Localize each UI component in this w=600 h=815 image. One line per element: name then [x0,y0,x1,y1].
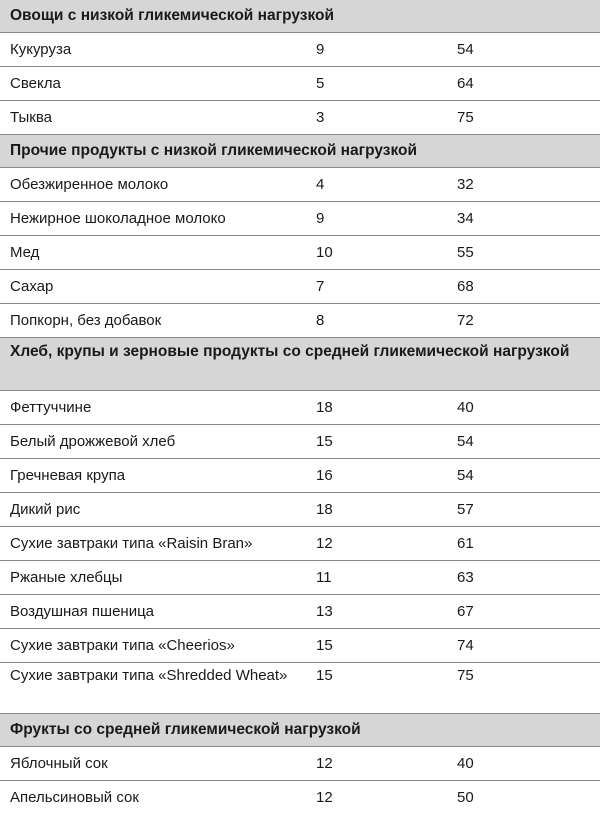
food-name-cell: Тыква [10,109,52,126]
glycemic-index-cell: 54 [457,433,474,450]
glycemic-index-cell: 63 [457,569,474,586]
glycemic-index-cell: 50 [457,789,474,806]
glycemic-load-cell: 9 [316,210,325,227]
table-row [0,629,600,663]
table-row [0,459,600,493]
glycemic-index-cell: 68 [457,278,474,295]
glycemic-index-cell: 61 [457,535,474,552]
glycemic-index-cell: 54 [457,41,474,58]
table-row [0,595,600,629]
food-name-cell: Белый дрожжевой хлеб [10,433,176,450]
glycemic-load-cell: 15 [316,433,333,450]
glycemic-index-cell: 57 [457,501,474,518]
food-name-cell: Ржаные хлебцы [10,569,123,586]
food-name-cell: Мед [10,244,40,261]
table-row [0,493,600,527]
glycemic-load-cell: 4 [316,176,325,193]
food-name-cell: Воздушная пшеница [10,603,155,620]
glycemic-load-cell: 5 [316,75,325,92]
glycemic-load-cell: 16 [316,467,333,484]
food-name-cell: Кукуруза [10,41,72,58]
table-row [0,67,600,101]
food-name-cell: Сахар [10,278,54,295]
section-header-grains-medium-gl: Хлеб, крупы и зерновые продукты со средней гликемической нагрузкой [0,338,600,391]
glycemic-load-cell: 18 [316,399,333,416]
food-name-cell: Дикий рис [10,501,81,518]
table-row [0,33,600,67]
glycemic-index-cell: 32 [457,176,474,193]
glycemic-index-cell: 74 [457,637,474,654]
glycemic-load-cell: 11 [316,569,332,586]
table-row [0,304,600,338]
table-row [0,527,600,561]
food-name-cell: Апельсиновый сок [10,789,139,806]
section-header-vegetables-low-gl: Овощи с низкой гликемической нагрузкой [0,0,600,33]
glycemic-load-cell: 12 [316,535,333,552]
food-name-cell: Сухие завтраки типа «Raisin Bran» [10,535,253,552]
table-row [0,425,600,459]
food-name-cell: Сухие завтраки типа «Cheerios» [10,637,235,654]
table-row [0,168,600,202]
glycemic-index-cell: 64 [457,75,474,92]
glycemic-load-cell: 10 [316,244,333,261]
table-row [0,236,600,270]
glycemic-load-cell: 7 [316,278,325,295]
food-name-cell: Феттуччине [10,399,92,416]
glycemic-index-cell: 75 [457,109,474,126]
food-name-cell: Яблочный сок [10,755,108,772]
glycemic-load-cell: 18 [316,501,333,518]
food-name-cell: Обезжиренное молоко [10,176,169,193]
glycemic-load-cell: 3 [316,109,325,126]
glycemic-index-cell: 72 [457,312,474,329]
glycemic-load-cell: 12 [316,755,333,772]
glycemic-index-cell: 54 [457,467,474,484]
glycemic-load-cell: 15 [316,637,333,654]
food-name-cell: Свекла [10,75,61,92]
section-header-fruits-medium-gl: Фрукты со средней гликемической нагрузкой [0,714,600,747]
glycemic-load-cell: 9 [316,41,325,58]
glycemic-index-cell: 55 [457,244,474,261]
table-row [0,663,600,714]
glycemic-load-cell: 15 [316,667,333,684]
glycemic-load-cell: 8 [316,312,325,329]
glycemic-index-cell: 40 [457,755,474,772]
glycemic-load-cell: 12 [316,789,333,806]
table-row [0,747,600,781]
table-row [0,561,600,595]
table-row [0,781,600,815]
food-name-cell: Попкорн, без добавок [10,312,162,329]
glycemic-load-cell: 13 [316,603,333,620]
glycemic-index-cell: 34 [457,210,474,227]
glycemic-index-cell: 67 [457,603,474,620]
table-row [0,391,600,425]
table-row [0,101,600,135]
food-name-cell: Гречневая крупа [10,467,126,484]
food-name-cell: Нежирное шоколадное молоко [10,210,226,227]
section-header-other-low-gl: Прочие продукты с низкой гликемической нагрузкой [0,135,600,168]
table-row [0,202,600,236]
glycemic-index-cell: 40 [457,399,474,416]
glycemic-index-cell: 75 [457,667,474,684]
food-name-cell: Сухие завтраки типа «Shredded Wheat» [10,667,288,684]
table-row [0,270,600,304]
